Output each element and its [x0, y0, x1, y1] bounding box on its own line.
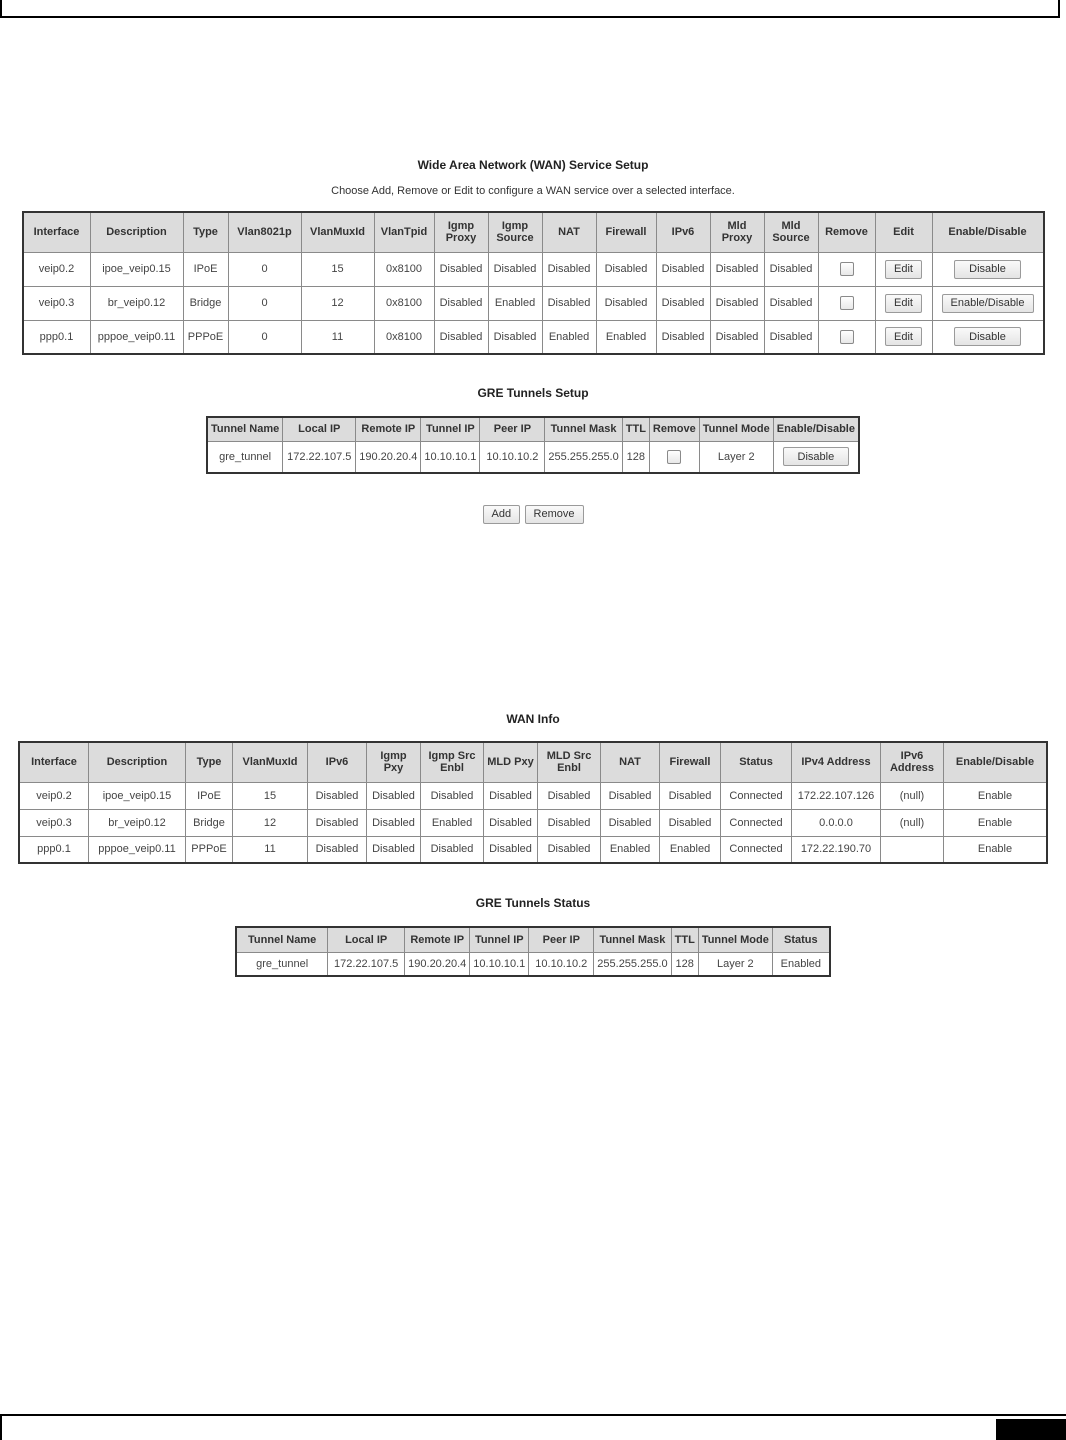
cell-enable: Enable — [944, 836, 1048, 863]
wan-setup-table — [22, 211, 1045, 355]
cell-description: ipoe_veip0.15 — [90, 252, 183, 286]
remove-button[interactable]: Remove — [525, 505, 584, 524]
cell-ipv4-address: 172.22.190.70 — [792, 836, 881, 863]
cell-mld-source: Disabled — [764, 320, 818, 354]
cell-firewall: Disabled — [660, 782, 721, 809]
col-remove: Remove — [818, 212, 875, 252]
cell-igmp-pxy: Disabled — [367, 782, 421, 809]
cell-vlanmuxid: 15 — [233, 782, 308, 809]
cell-peer-ip: 10.10.10.2 — [529, 952, 594, 976]
col-vlanmuxid: VlanMuxId — [301, 212, 374, 252]
wan-setup-section — [0, 158, 1066, 355]
cell-igmp-src: Enabled — [421, 809, 484, 836]
cell-mld-pxy: Disabled — [484, 836, 538, 863]
cell-edit — [875, 252, 932, 286]
cell-local-ip: 172.22.107.5 — [283, 441, 356, 473]
cell-igmp-pxy: Disabled — [367, 836, 421, 863]
cell-remove — [649, 441, 699, 473]
gre-setup-table — [206, 416, 860, 474]
remove-checkbox[interactable] — [667, 450, 681, 464]
cell-interface: veip0.2 — [19, 782, 89, 809]
table-row — [23, 252, 1044, 286]
cell-mld-src: Disabled — [538, 809, 601, 836]
cell-nat: Disabled — [601, 809, 660, 836]
cell-tunnel-name: gre_tunnel — [207, 441, 283, 473]
col-mld-proxy: Mld Proxy — [710, 212, 764, 252]
disable-button[interactable]: Disable — [954, 327, 1021, 346]
cell-interface: ppp0.1 — [23, 320, 91, 354]
cell-vlan8021p: 0 — [228, 252, 301, 286]
cell-status: Connected — [721, 809, 792, 836]
cell-ipv6: Disabled — [308, 782, 367, 809]
cell-ipv4-address: 0.0.0.0 — [792, 809, 881, 836]
wan-info-header-row — [19, 742, 1047, 782]
cell-nat: Enabled — [542, 320, 596, 354]
cell-igmp-proxy: Disabled — [434, 252, 488, 286]
cell-vlanmuxid: 15 — [301, 252, 374, 286]
cell-local-ip: 172.22.107.5 — [328, 952, 405, 976]
wan-info-title: WAN Info — [506, 712, 560, 726]
col-tunnel-mask: Tunnel Mask — [545, 417, 622, 441]
col-tunnel-ip: Tunnel IP — [421, 417, 480, 441]
col-tunnel-name: Tunnel Name — [207, 417, 283, 441]
cell-nat: Disabled — [542, 252, 596, 286]
col-remote-ip: Remote IP — [405, 927, 470, 952]
col-mld-source: Mld Source — [764, 212, 818, 252]
col-peer-ip: Peer IP — [529, 927, 594, 952]
cell-description: pppoe_veip0.11 — [89, 836, 186, 863]
cell-nat: Enabled — [601, 836, 660, 863]
cell-mld-src: Disabled — [538, 782, 601, 809]
table-row — [19, 836, 1047, 863]
edit-button[interactable]: Edit — [885, 294, 922, 313]
remove-checkbox[interactable] — [840, 262, 854, 276]
cell-type: PPPoE — [186, 836, 233, 863]
page-bottom-border — [0, 1414, 1066, 1440]
cell-igmp-source: Disabled — [488, 320, 542, 354]
col-vlanmuxid: VlanMuxId — [233, 742, 308, 782]
cell-description: pppoe_veip0.11 — [90, 320, 183, 354]
cell-mld-pxy: Disabled — [484, 782, 538, 809]
cell-ipv6-address: (null) — [881, 809, 944, 836]
remove-checkbox[interactable] — [840, 330, 854, 344]
cell-nat: Disabled — [542, 286, 596, 320]
gre-status-header-row — [236, 927, 830, 952]
cell-edit — [875, 320, 932, 354]
cell-interface: veip0.2 — [23, 252, 91, 286]
gre-status-table — [235, 926, 831, 977]
table-row — [19, 782, 1047, 809]
cell-remote-ip: 190.20.20.4 — [356, 441, 421, 473]
col-description: Description — [89, 742, 186, 782]
table-row — [23, 286, 1044, 320]
cell-type: IPoE — [186, 782, 233, 809]
cell-enable: Enable — [944, 809, 1048, 836]
gre-actions — [0, 504, 1066, 524]
col-local-ip: Local IP — [283, 417, 356, 441]
col-edit: Edit — [875, 212, 932, 252]
col-ipv6-address: IPv6 Address — [881, 742, 944, 782]
wan-info-section — [0, 712, 1066, 864]
cell-type: IPoE — [183, 252, 228, 286]
cell-interface: veip0.3 — [23, 286, 91, 320]
cell-remote-ip: 190.20.20.4 — [405, 952, 470, 976]
cell-ipv6: Disabled — [656, 320, 710, 354]
col-remote-ip: Remote IP — [356, 417, 421, 441]
col-interface: Interface — [23, 212, 91, 252]
col-igmp-proxy: Igmp Proxy — [434, 212, 488, 252]
col-ipv6: IPv6 — [308, 742, 367, 782]
gre-setup-header-row — [207, 417, 859, 441]
cell-mld-proxy: Disabled — [710, 252, 764, 286]
cell-ipv6: Disabled — [656, 286, 710, 320]
wan-info-table — [18, 741, 1048, 864]
col-enable-disable: Enable/Disable — [944, 742, 1048, 782]
col-status: Status — [721, 742, 792, 782]
cell-vlanmuxid: 12 — [301, 286, 374, 320]
cell-type: Bridge — [183, 286, 228, 320]
cell-firewall: Enabled — [660, 836, 721, 863]
cell-peer-ip: 10.10.10.2 — [480, 441, 545, 473]
col-peer-ip: Peer IP — [480, 417, 545, 441]
cell-interface: veip0.3 — [19, 809, 89, 836]
cell-ipv6-address: (null) — [881, 782, 944, 809]
cell-ipv6-address — [881, 836, 944, 863]
cell-interface: ppp0.1 — [19, 836, 89, 863]
cell-tunnel-mode: Layer 2 — [699, 441, 773, 473]
page-number-block — [996, 1419, 1066, 1440]
col-vlan8021p: Vlan8021p — [228, 212, 301, 252]
col-tunnel-mode: Tunnel Mode — [698, 927, 772, 952]
cell-ipv6: Disabled — [308, 809, 367, 836]
col-ipv6: IPv6 — [656, 212, 710, 252]
cell-igmp-proxy: Disabled — [434, 320, 488, 354]
col-tunnel-ip: Tunnel IP — [470, 927, 529, 952]
col-mld-src-enbl: MLD Src Enbl — [538, 742, 601, 782]
col-tunnel-mode: Tunnel Mode — [699, 417, 773, 441]
table-row — [236, 952, 830, 976]
page-top-border — [0, 0, 1060, 18]
cell-tunnel-mask: 255.255.255.0 — [545, 441, 622, 473]
cell-tunnel-mode: Layer 2 — [698, 952, 772, 976]
cell-firewall: Disabled — [660, 809, 721, 836]
gre-setup-section — [0, 386, 1066, 524]
cell-ipv6: Disabled — [308, 836, 367, 863]
cell-mld-proxy: Disabled — [710, 286, 764, 320]
col-tunnel-name: Tunnel Name — [236, 927, 328, 952]
cell-enable: Enable — [944, 782, 1048, 809]
gre-setup-title: GRE Tunnels Setup — [477, 386, 589, 400]
cell-enable-disable — [932, 252, 1044, 286]
edit-button[interactable]: Edit — [885, 260, 922, 279]
cell-tunnel-name: gre_tunnel — [236, 952, 328, 976]
col-nat: NAT — [601, 742, 660, 782]
col-enable-disable: Enable/Disable — [773, 417, 859, 441]
cell-vlan8021p: 0 — [228, 320, 301, 354]
table-row — [23, 320, 1044, 354]
cell-edit — [875, 286, 932, 320]
cell-vlantpid: 0x8100 — [374, 252, 434, 286]
cell-vlanmuxid: 11 — [233, 836, 308, 863]
edit-button[interactable]: Edit — [885, 327, 922, 346]
cell-vlan8021p: 0 — [228, 286, 301, 320]
wan-setup-header-row — [23, 212, 1044, 252]
cell-ipv4-address: 172.22.107.126 — [792, 782, 881, 809]
col-type: Type — [183, 212, 228, 252]
cell-tunnel-mask: 255.255.255.0 — [594, 952, 671, 976]
col-nat: NAT — [542, 212, 596, 252]
cell-vlanmuxid: 11 — [301, 320, 374, 354]
cell-firewall: Disabled — [596, 286, 656, 320]
cell-mld-source: Disabled — [764, 286, 818, 320]
col-ttl: TTL — [622, 417, 649, 441]
cell-firewall: Enabled — [596, 320, 656, 354]
cell-ttl: 128 — [622, 441, 649, 473]
col-interface: Interface — [19, 742, 89, 782]
col-remove: Remove — [649, 417, 699, 441]
cell-igmp-source: Enabled — [488, 286, 542, 320]
col-status: Status — [772, 927, 830, 952]
col-vlantpid: VlanTpid — [374, 212, 434, 252]
col-ipv4-address: IPv4 Address — [792, 742, 881, 782]
cell-type: Bridge — [186, 809, 233, 836]
disable-button[interactable]: Disable — [954, 260, 1021, 279]
cell-ttl: 128 — [671, 952, 698, 976]
cell-status: Connected — [721, 782, 792, 809]
remove-checkbox[interactable] — [840, 296, 854, 310]
cell-remove — [818, 286, 875, 320]
enable-disable-button[interactable]: Enable/Disable — [942, 294, 1034, 313]
col-ttl: TTL — [671, 927, 698, 952]
col-igmp-source: Igmp Source — [488, 212, 542, 252]
cell-firewall: Disabled — [596, 252, 656, 286]
gre-status-section — [0, 896, 1066, 977]
col-description: Description — [90, 212, 183, 252]
cell-enable-disable — [932, 286, 1044, 320]
cell-remove — [818, 252, 875, 286]
cell-igmp-source: Disabled — [488, 252, 542, 286]
cell-mld-source: Disabled — [764, 252, 818, 286]
cell-vlanmuxid: 12 — [233, 809, 308, 836]
cell-type: PPPoE — [183, 320, 228, 354]
cell-mld-src: Disabled — [538, 836, 601, 863]
cell-status: Enabled — [772, 952, 830, 976]
col-firewall: Firewall — [596, 212, 656, 252]
cell-description: ipoe_veip0.15 — [89, 782, 186, 809]
cell-tunnel-ip: 10.10.10.1 — [470, 952, 529, 976]
cell-enable-disable — [773, 441, 859, 473]
cell-vlantpid: 0x8100 — [374, 286, 434, 320]
cell-ipv6: Disabled — [656, 252, 710, 286]
cell-igmp-src: Disabled — [421, 836, 484, 863]
col-type: Type — [186, 742, 233, 782]
wan-setup-title: Wide Area Network (WAN) Service Setup — [417, 158, 649, 172]
cell-igmp-src: Disabled — [421, 782, 484, 809]
gre-status-title: GRE Tunnels Status — [475, 896, 591, 910]
col-local-ip: Local IP — [328, 927, 405, 952]
cell-status: Connected — [721, 836, 792, 863]
cell-mld-pxy: Disabled — [484, 809, 538, 836]
cell-nat: Disabled — [601, 782, 660, 809]
col-tunnel-mask: Tunnel Mask — [594, 927, 671, 952]
col-igmp-pxy: Igmp Pxy — [367, 742, 421, 782]
cell-igmp-pxy: Disabled — [367, 809, 421, 836]
cell-description: br_veip0.12 — [89, 809, 186, 836]
cell-igmp-proxy: Disabled — [434, 286, 488, 320]
cell-remove — [818, 320, 875, 354]
gre-disable-button[interactable]: Disable — [783, 447, 850, 466]
cell-mld-proxy: Disabled — [710, 320, 764, 354]
col-mld-pxy: MLD Pxy — [484, 742, 538, 782]
col-igmp-src-enbl: Igmp Src Enbl — [421, 742, 484, 782]
add-button[interactable]: Add — [483, 505, 521, 524]
cell-enable-disable — [932, 320, 1044, 354]
cell-tunnel-ip: 10.10.10.1 — [421, 441, 480, 473]
table-row — [19, 809, 1047, 836]
col-firewall: Firewall — [660, 742, 721, 782]
table-row — [207, 441, 859, 473]
wan-setup-subtitle: Choose Add, Remove or Edit to configure a WAN service over a selected interface. — [331, 185, 735, 197]
cell-description: br_veip0.12 — [90, 286, 183, 320]
col-enable-disable: Enable/Disable — [932, 212, 1044, 252]
cell-vlantpid: 0x8100 — [374, 320, 434, 354]
